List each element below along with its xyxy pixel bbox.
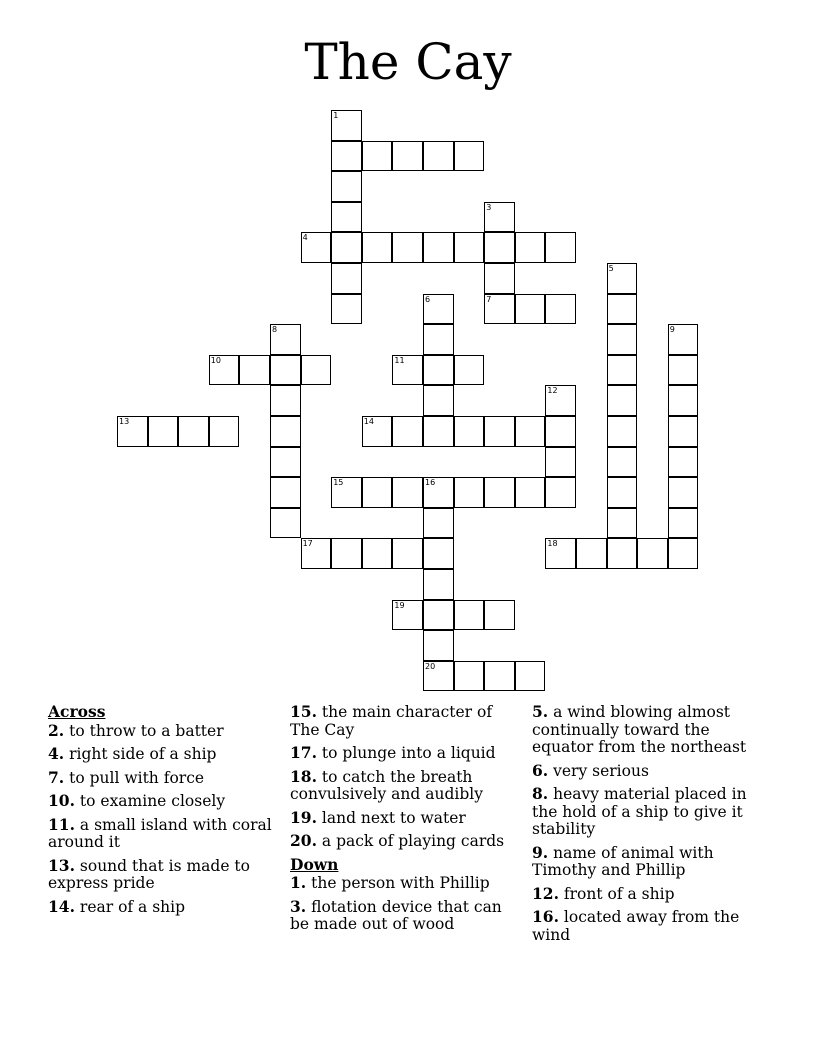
grid-cell[interactable]: [484, 232, 515, 263]
grid-cell[interactable]: [270, 324, 301, 355]
across-clue-7: 7. to pull with force: [48, 767, 205, 787]
grid-cell[interactable]: [454, 600, 485, 631]
grid-cell[interactable]: [362, 477, 393, 508]
down-clue-1: 1. the person with Phillip: [290, 873, 490, 892]
down-clue-8: 8. heavy material placed in the hold of a ship to give it stability: [532, 784, 747, 838]
grid-cell[interactable]: [209, 416, 240, 447]
clue-number: 3: [486, 202, 492, 212]
clue-number: 9: [669, 325, 675, 335]
down-clue-9: 9. name of animal with Timothy and Phillip: [532, 842, 714, 879]
grid-cell[interactable]: [392, 141, 423, 172]
grid-cell[interactable]: [484, 202, 515, 233]
down-clue-16: 16. located away from the wind: [532, 907, 740, 944]
clue-number: 6: [425, 294, 431, 304]
grid-cell[interactable]: [331, 538, 362, 569]
grid-cell[interactable]: [423, 141, 454, 172]
grid-cell[interactable]: [545, 416, 576, 447]
grid-cell[interactable]: [668, 416, 699, 447]
clue-number: 18: [547, 539, 558, 549]
down-clue-3: 3. flotation device that can be made out of wood: [290, 896, 502, 933]
grid-cell[interactable]: [362, 538, 393, 569]
grid-cell[interactable]: [270, 477, 301, 508]
grid-cell[interactable]: [270, 508, 301, 539]
clue-number: 20: [425, 661, 436, 671]
across-clue-20: 20. a pack of playing cards: [290, 831, 505, 850]
clue-column-2: [290, 703, 518, 939]
grid-cell[interactable]: [239, 355, 270, 386]
grid-cell[interactable]: [270, 416, 301, 447]
grid-cell[interactable]: [423, 508, 454, 539]
grid-cell[interactable]: [607, 294, 638, 325]
grid-cell[interactable]: [454, 232, 485, 263]
grid-cell[interactable]: [331, 477, 362, 508]
clue-number: 1: [333, 111, 339, 120]
grid-cell[interactable]: [423, 477, 454, 508]
down-clue-6: 6. very serious: [532, 760, 649, 780]
grid-cell[interactable]: [148, 416, 179, 447]
grid-cell[interactable]: [545, 232, 576, 263]
grid-cell[interactable]: [607, 538, 638, 569]
across-clue-2: 2. to throw to a batter: [48, 720, 224, 740]
clue-number: 13: [119, 417, 130, 426]
grid-cell[interactable]: [607, 416, 638, 447]
clue-number: 17: [302, 539, 313, 549]
grid-cell[interactable]: [454, 661, 485, 692]
grid-cell[interactable]: [607, 447, 638, 478]
grid-cell[interactable]: [668, 508, 699, 539]
grid-cell[interactable]: [484, 477, 515, 508]
grid-cell[interactable]: [454, 416, 485, 447]
grid-cell[interactable]: [331, 202, 362, 233]
grid-cell[interactable]: [545, 477, 576, 508]
clue-number: 10: [210, 355, 221, 365]
across-clue-19: 19. land next to water: [290, 807, 466, 827]
grid-cell[interactable]: [545, 538, 576, 569]
grid-cell[interactable]: [515, 477, 546, 508]
grid-cell[interactable]: [637, 538, 668, 569]
across-clue-4: 4. right side of a ship: [48, 744, 217, 763]
clue-number: 7: [486, 294, 492, 304]
grid-cell[interactable]: [423, 630, 454, 661]
clue-number: 14: [363, 417, 374, 426]
clue-column-1: [48, 703, 276, 921]
grid-cell[interactable]: [423, 294, 454, 325]
grid-cell[interactable]: [607, 263, 638, 294]
clue-number: 11: [394, 355, 405, 365]
down-clue-12: 12. front of a ship: [532, 883, 675, 903]
grid-cell[interactable]: [515, 416, 546, 447]
grid-cell[interactable]: [301, 232, 332, 263]
grid-cell[interactable]: [423, 355, 454, 386]
grid-cell[interactable]: [454, 477, 485, 508]
grid-cell[interactable]: [331, 263, 362, 294]
grid-cell[interactable]: [301, 355, 332, 386]
across-clue-13: 13. sound that is made to express pride: [48, 855, 250, 892]
grid-cell[interactable]: [331, 232, 362, 263]
down-clue-5: 5. a wind blowing almost continually toward the equator from the northeast: [532, 702, 747, 756]
grid-cell[interactable]: [668, 447, 699, 478]
grid-cell[interactable]: [423, 385, 454, 416]
clue-column-3: [532, 703, 760, 949]
grid-cell[interactable]: [392, 600, 423, 631]
clue-number: 5: [608, 264, 614, 273]
grid-cell[interactable]: [331, 141, 362, 172]
grid-cell[interactable]: [301, 538, 332, 569]
grid-cell[interactable]: [484, 294, 515, 325]
grid-cell[interactable]: [423, 600, 454, 631]
grid-cell[interactable]: [392, 232, 423, 263]
grid-cell[interactable]: [607, 508, 638, 539]
grid-cell[interactable]: [362, 416, 393, 447]
grid-cell[interactable]: [515, 661, 546, 692]
grid-cell[interactable]: [270, 447, 301, 478]
grid-cell[interactable]: [270, 385, 301, 416]
down-heading: Down: [290, 854, 339, 874]
grid-cell[interactable]: [178, 416, 209, 447]
clue-number: 4: [302, 233, 308, 243]
grid-cell[interactable]: [392, 477, 423, 508]
grid-cell[interactable]: [545, 447, 576, 478]
grid-cell[interactable]: [392, 538, 423, 569]
grid-cell[interactable]: [668, 355, 699, 386]
grid-cell[interactable]: [668, 538, 699, 569]
grid-cell[interactable]: [515, 294, 546, 325]
clue-number: 19: [394, 600, 405, 610]
grid-cell[interactable]: [607, 324, 638, 355]
grid-cell[interactable]: [545, 385, 576, 416]
grid-cell[interactable]: [117, 416, 148, 447]
puzzle-title: The Cay: [304, 33, 512, 91]
grid-cell[interactable]: [607, 355, 638, 386]
clue-number: 16: [425, 478, 436, 488]
across-clue-10: 10. to examine closely: [48, 791, 226, 810]
grid-cell[interactable]: [392, 416, 423, 447]
clue-number: 15: [333, 478, 344, 488]
grid-cell[interactable]: [331, 171, 362, 202]
grid-cell[interactable]: [668, 477, 699, 508]
clue-number: 12: [547, 386, 558, 396]
grid-cell[interactable]: [484, 416, 515, 447]
grid-cell[interactable]: [454, 355, 485, 386]
across-clue-11: 11. a small island with coral around it: [48, 814, 272, 851]
grid-cell[interactable]: [331, 110, 362, 141]
grid-cell[interactable]: [423, 232, 454, 263]
grid-cell[interactable]: [607, 385, 638, 416]
across-clue-15: 15. the main character of The Cay: [290, 702, 493, 739]
across-clue-17: 17. to plunge into a liquid: [290, 743, 496, 762]
grid-cell[interactable]: [484, 263, 515, 294]
grid-cell[interactable]: [362, 232, 393, 263]
grid-cell[interactable]: [423, 416, 454, 447]
grid-cell[interactable]: [484, 600, 515, 631]
grid-cell[interactable]: [607, 477, 638, 508]
across-heading: Across: [48, 702, 106, 721]
across-clue-18: 18. to catch the breath convulsively and audibly: [290, 766, 483, 803]
grid-cell[interactable]: [668, 385, 699, 416]
grid-cell[interactable]: [423, 661, 454, 692]
grid-cell[interactable]: [392, 355, 423, 386]
grid-cell[interactable]: [454, 141, 485, 172]
grid-cell[interactable]: [423, 324, 454, 355]
grid-cell[interactable]: [484, 661, 515, 692]
grid-cell[interactable]: [209, 355, 240, 386]
grid-cell[interactable]: [423, 569, 454, 600]
grid-cell[interactable]: [270, 355, 301, 386]
grid-cell[interactable]: [423, 538, 454, 569]
across-clue-14: 14. rear of a ship: [48, 896, 186, 916]
grid-cell[interactable]: [331, 294, 362, 325]
grid-cell[interactable]: [362, 141, 393, 172]
grid-cell[interactable]: [545, 294, 576, 325]
clue-number: 8: [272, 325, 278, 335]
grid-cell[interactable]: [576, 538, 607, 569]
grid-cell[interactable]: [668, 324, 699, 355]
grid-cell[interactable]: [515, 232, 546, 263]
